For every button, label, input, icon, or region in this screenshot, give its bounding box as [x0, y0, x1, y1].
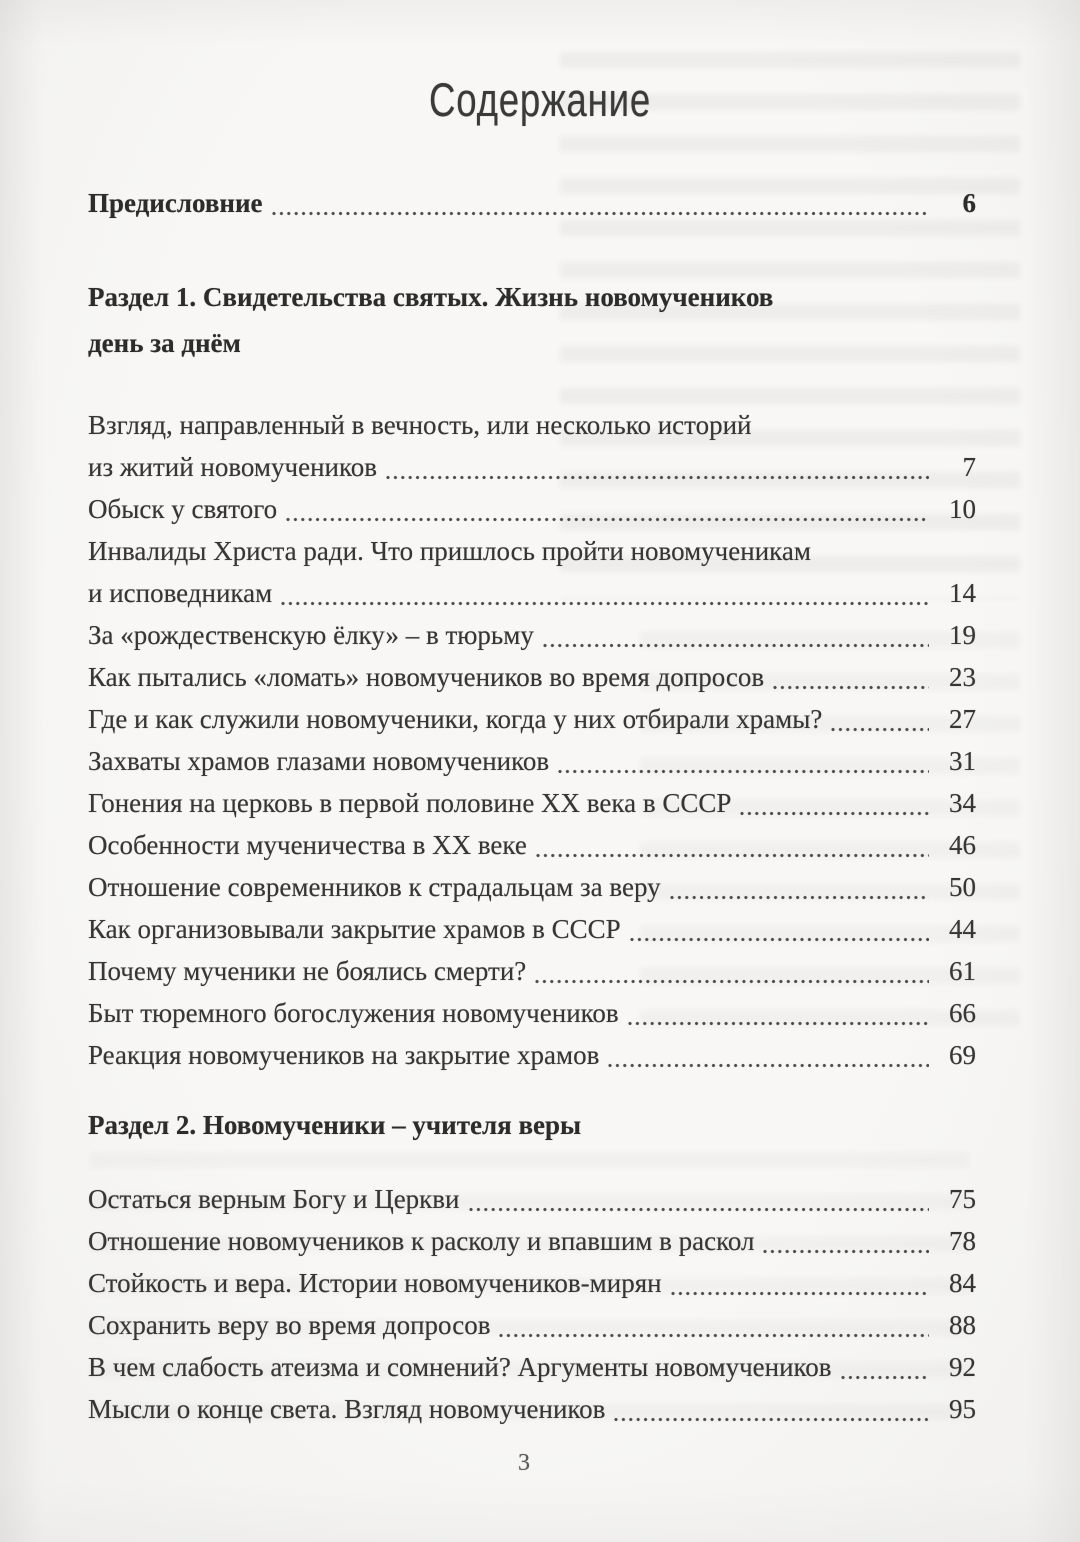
toc-entry: [88, 182, 976, 224]
toc-text: Отношение новомучеников к расколу и впавшим в раскол: [88, 1226, 755, 1256]
toc-text: Почему мученики не боялись смерти?: [88, 956, 527, 986]
toc-text: Обыск у святого: [88, 494, 278, 524]
dot-leader: [558, 769, 929, 774]
dot-leader: [386, 475, 929, 480]
toc-text: Где и как служили новомученики, когда у них отбирали храмы?: [88, 704, 823, 734]
toc-page-number: 19: [949, 620, 976, 650]
dot-leader: [841, 1375, 929, 1380]
toc-text: Захваты храмов глазами новомучеников: [88, 746, 550, 776]
dot-leader: [763, 1249, 929, 1254]
toc-line: [88, 698, 976, 740]
toc-line: [88, 1388, 976, 1430]
toc-entry: [88, 950, 976, 992]
toc-page-number: 27: [949, 704, 976, 734]
toc-text: Как организовывали закрытие храмов в СССР: [88, 914, 621, 944]
toc-entry: [88, 1220, 976, 1262]
toc-entry: [88, 1262, 976, 1304]
toc-page-number: 7: [962, 452, 976, 482]
toc-text: За «рождественскую ёлку» – в тюрьму: [88, 620, 534, 650]
toc-entry: [88, 1304, 976, 1346]
toc-entry: [88, 824, 976, 866]
toc-text: и исповедникам: [88, 578, 273, 608]
toc-entry: [88, 698, 976, 740]
toc-line: [88, 1102, 976, 1148]
toc-text: Раздел 1. Свидетельства святых. Жизнь новомучеников: [88, 282, 774, 312]
dot-leader: [272, 211, 930, 216]
toc-line: [88, 1346, 976, 1388]
toc-text: Как пытались «ломать» новомучеников во время допросов: [88, 662, 765, 692]
toc-page-number: 23: [949, 662, 976, 692]
toc-entry: [88, 1178, 976, 1220]
dot-leader: [740, 811, 929, 816]
toc-text: В чем слабость атеизма и сомнений? Аргументы новомучеников: [88, 1352, 832, 1382]
toc-page-number: 84: [949, 1268, 976, 1298]
toc-text: из житий новомучеников: [88, 452, 377, 482]
toc-entry: [88, 488, 976, 530]
dot-leader: [281, 601, 929, 606]
toc-entry: [88, 530, 976, 614]
toc-page-number: 75: [949, 1184, 976, 1214]
toc-text: Инвалиды Христа ради. Что пришлось пройти новомученикам: [88, 536, 811, 566]
toc-text: Особенности мученичества в XX веке: [88, 830, 527, 860]
toc-line: [88, 320, 976, 366]
toc-line: [88, 274, 976, 320]
toc-page-number: 14: [949, 578, 976, 608]
dot-leader: [628, 1021, 929, 1026]
toc-line: [88, 182, 976, 224]
toc-page-number: 95: [949, 1394, 976, 1424]
dot-leader: [670, 895, 929, 900]
dot-leader: [536, 853, 929, 858]
toc-page-number: 69: [949, 1040, 976, 1070]
toc-line: [88, 404, 976, 446]
toc-entry: [88, 656, 976, 698]
toc-line: [88, 782, 976, 824]
toc-page-number: 31: [949, 746, 976, 776]
toc-page-number: 92: [949, 1352, 976, 1382]
toc-line: [88, 1262, 976, 1304]
toc-line: [88, 1220, 976, 1262]
toc-text: Отношение современников к страдальцам за веру: [88, 872, 661, 902]
toc-entry: [88, 1034, 976, 1076]
toc-entry: [88, 908, 976, 950]
toc-entry: [88, 866, 976, 908]
toc-line: [88, 908, 976, 950]
dot-leader: [614, 1417, 929, 1422]
toc-entry: [88, 1388, 976, 1430]
toc-page-number: 61: [949, 956, 976, 986]
toc-line: [88, 950, 976, 992]
toc-line: [88, 572, 976, 614]
toc-line: [88, 740, 976, 782]
toc-entry: [88, 992, 976, 1034]
toc-line: [88, 614, 976, 656]
toc-text: Остаться верным Богу и Церкви: [88, 1184, 460, 1214]
page-title: Содержание: [428, 73, 652, 126]
toc-entry: [88, 1346, 976, 1388]
dot-leader: [831, 727, 929, 732]
toc-page-number: 10: [949, 494, 976, 524]
toc-line: [88, 530, 976, 572]
toc-page-number: 34: [949, 788, 976, 818]
toc-line: [88, 656, 976, 698]
dot-leader: [469, 1207, 930, 1212]
toc-entry: [88, 614, 976, 656]
dot-leader: [543, 643, 929, 648]
dot-leader: [286, 517, 929, 522]
toc-line: [88, 992, 976, 1034]
toc-page-number: 44: [949, 914, 976, 944]
dot-leader: [535, 979, 929, 984]
dot-leader: [773, 685, 929, 690]
toc-text: Предисловние: [88, 188, 263, 218]
toc-text: Раздел 2. Новомученики – учителя веры: [88, 1110, 582, 1140]
toc-page-number: 78: [949, 1226, 976, 1256]
toc-page-number: 88: [949, 1310, 976, 1340]
toc-line: [88, 488, 976, 530]
toc-text: Взгляд, направленный в вечность, или несколько историй: [88, 410, 752, 440]
toc-entry: [88, 404, 976, 488]
toc-entry: [88, 782, 976, 824]
toc-entry: [88, 740, 976, 782]
toc-line: [88, 824, 976, 866]
toc-line: [88, 866, 976, 908]
toc-section-heading: [88, 274, 976, 366]
page-number: 3: [518, 1450, 530, 1476]
toc-line: [88, 1304, 976, 1346]
toc-text: Сохранить веру во время допросов: [88, 1310, 491, 1340]
toc-line: [88, 446, 976, 488]
toc-page-number: 50: [949, 872, 976, 902]
dot-leader: [499, 1333, 929, 1338]
toc-page-number: 46: [949, 830, 976, 860]
toc-page-number: 6: [962, 188, 976, 218]
dot-leader: [608, 1063, 929, 1068]
toc-line: [88, 1178, 976, 1220]
toc-text: Мысли о конце света. Взгляд новомучеников: [88, 1394, 606, 1424]
dot-leader: [671, 1291, 929, 1296]
toc-text: Реакция новомучеников на закрытие храмов: [88, 1040, 600, 1070]
toc-text: Быт тюремного богослужения новомучеников: [88, 998, 619, 1028]
toc-page-number: 66: [949, 998, 976, 1028]
toc-text: Стойкость и вера. Истории новомучеников-мирян: [88, 1268, 662, 1298]
toc-section-heading: [88, 1102, 976, 1148]
toc-text: Гонения на церковь в первой половине XX века в СССР: [88, 788, 732, 818]
toc-text: день за днём: [88, 328, 241, 358]
toc-line: [88, 1034, 976, 1076]
dot-leader: [630, 937, 929, 942]
table-of-contents: [88, 182, 976, 1430]
